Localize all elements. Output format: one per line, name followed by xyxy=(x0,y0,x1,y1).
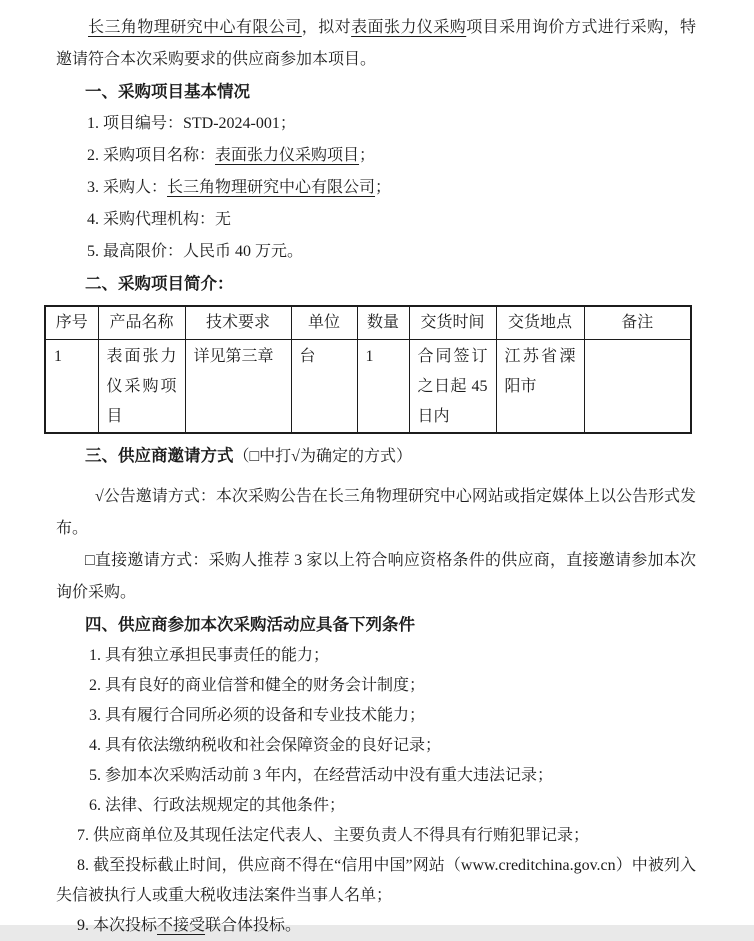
list-item xyxy=(56,108,696,140)
text-segment: 直接邀请方式：采购人推荐 3 家以上符合响应资格条件的供应商，直接邀请参加本次询价采购。 xyxy=(56,552,696,601)
text-segment: 5. 最高限价：人民币 40 万元。 xyxy=(87,243,304,260)
underlined-text: 长三角物理研究中心有限公司 xyxy=(167,179,376,196)
direct-method-paragraph xyxy=(56,545,696,609)
underlined-text: 表面张力仪采购 xyxy=(351,19,467,36)
text-segment: 2. 具有良好的商业信誉和健全的财务会计制度； xyxy=(89,677,426,694)
section-basic-info-heading: 一、采购项目基本情况 xyxy=(85,83,250,101)
text-segment: 9. 本次投标 xyxy=(77,917,158,934)
check-mark-icon: √ xyxy=(95,488,104,505)
table-header xyxy=(45,306,691,340)
header-cell: 序号 xyxy=(45,306,98,340)
text-segment: 6. 法律、行政法规规定的其他条件； xyxy=(89,797,346,814)
text-segment: 3. 采购人： xyxy=(87,179,168,196)
table-cell: 1 xyxy=(357,340,409,434)
text-segment: 1. 具有独立承担民事责任的能力； xyxy=(89,647,330,664)
text-segment: ； xyxy=(359,147,376,164)
list-item xyxy=(56,236,696,268)
text-segment: 7. 供应商单位及其现任法定代表人、主要负责人不得具有行贿犯罪记录； xyxy=(77,827,590,844)
list-item xyxy=(56,671,696,701)
text-segment: 3. 具有履行合同所必须的设备和专业技术能力； xyxy=(89,707,426,724)
list-item xyxy=(56,911,696,941)
list-item xyxy=(56,731,696,761)
header-cell: 备注 xyxy=(584,306,691,340)
text-segment: 2. 采购项目名称： xyxy=(87,147,216,164)
header-cell: 产品名称 xyxy=(98,306,185,340)
table-cell: 台 xyxy=(291,340,357,434)
table-row xyxy=(45,340,691,434)
empty-checkbox-icon: □ xyxy=(85,552,95,569)
table-cell xyxy=(584,340,691,434)
text-segment: 联合体投标。 xyxy=(205,917,302,934)
text-segment: ，拟对 xyxy=(301,19,352,36)
text-segment: 8. 截至投标截止时间，供应商不得在“信用中国”网站（www.creditchina.gov.cn）中被列入失信被执行人或重大税收违法案件当事人名单； xyxy=(56,857,696,904)
intro-paragraph xyxy=(56,12,696,76)
list-item xyxy=(56,204,696,236)
list-item xyxy=(56,140,696,172)
invitation-heading-bold: 三、供应商邀请方式 xyxy=(85,447,234,465)
header-cell: 交货地点 xyxy=(496,306,584,340)
text-segment: 公告邀请方式：本次采购公告在长三角物理研究中心网站或指定媒体上以公告形式发布。 xyxy=(56,488,696,537)
text-segment: 1. 项目编号：STD-2024-001； xyxy=(87,115,296,132)
table-body xyxy=(45,340,691,434)
underlined-text: 不接受 xyxy=(157,917,206,934)
list-item xyxy=(56,851,696,911)
text-segment: 4. 具有依法缴纳税收和社会保障资金的良好记录； xyxy=(89,737,442,754)
requirements-list xyxy=(56,641,696,941)
procurement-table xyxy=(44,305,692,434)
table-cell: 表面张力仪采购项目 xyxy=(98,340,185,434)
table-cell: 1 xyxy=(45,340,98,434)
list-item xyxy=(56,761,696,791)
basic-info-list xyxy=(56,108,696,268)
header-cell: 单位 xyxy=(291,306,357,340)
header-cell: 交货时间 xyxy=(409,306,496,340)
invitation-heading-note: （□中打√为确定的方式） xyxy=(233,448,412,465)
announce-method-paragraph xyxy=(56,481,696,545)
text-segment: 4. 采购代理机构：无 xyxy=(87,211,232,228)
underlined-text: 长三角物理研究中心有限公司 xyxy=(88,19,302,36)
text-segment: 5. 参加本次采购活动前 3 年内，在经营活动中没有重大违法记录； xyxy=(89,767,554,784)
underlined-text: 表面张力仪采购项目 xyxy=(215,147,360,164)
list-item xyxy=(56,821,696,851)
section-requirements-heading: 四、供应商参加本次采购活动应具备下列条件 xyxy=(85,616,415,634)
table-cell: 详见第三章 xyxy=(185,340,291,434)
list-item xyxy=(56,701,696,731)
table-cell: 合同签订之日起 45 日内 xyxy=(409,340,496,434)
text-segment: 项目采用询价方式进行采购，特邀请符合本次采购要求的供应商参加本项目。 xyxy=(56,19,696,68)
table-header-row xyxy=(45,306,691,340)
section-brief-heading: 二、采购项目简介： xyxy=(85,275,234,293)
list-item xyxy=(56,791,696,821)
list-item xyxy=(56,172,696,204)
header-cell: 数量 xyxy=(357,306,409,340)
table-cell: 江苏省溧阳市 xyxy=(496,340,584,434)
section-invitation-heading xyxy=(56,440,696,473)
header-cell: 技术要求 xyxy=(185,306,291,340)
text-segment: ； xyxy=(375,179,392,196)
list-item xyxy=(56,641,696,671)
